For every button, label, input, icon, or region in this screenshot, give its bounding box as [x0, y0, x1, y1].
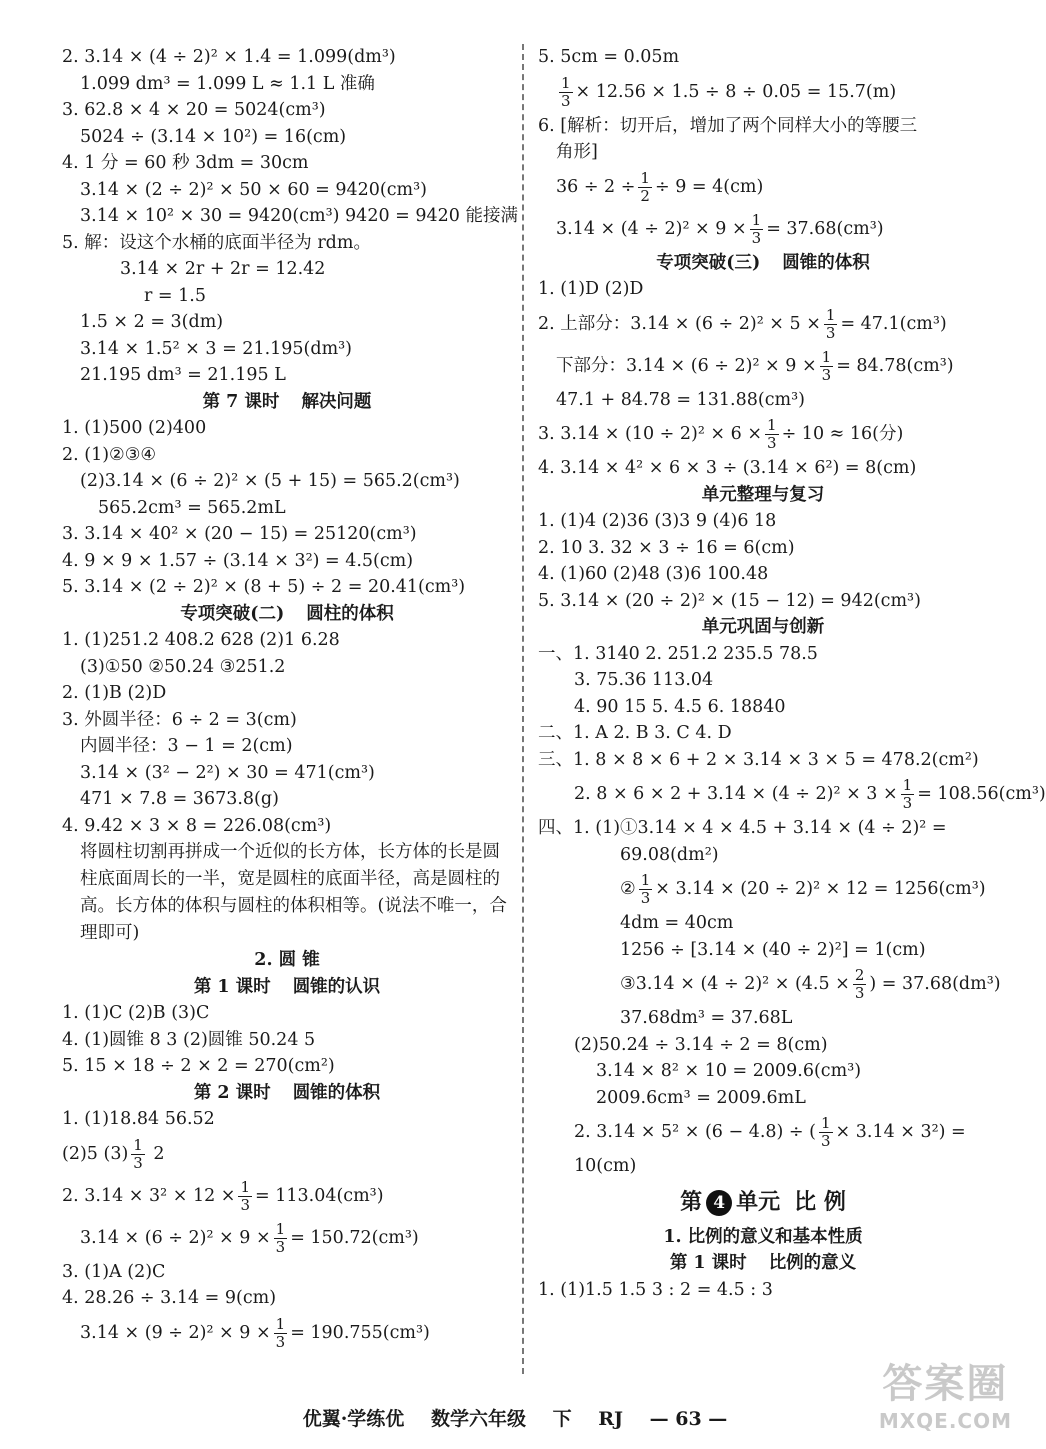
- section-heading-subtitle: 圆锥的认识: [292, 976, 381, 997]
- section-heading: [62, 389, 512, 416]
- fraction-denominator: 3: [640, 889, 651, 907]
- footer-volume: 下: [552, 1408, 572, 1430]
- answer-line: 1. (1)C (2)B (3)C: [62, 1003, 210, 1023]
- answer-line: 4. (1)60 (2)48 (3)6 100.48: [538, 564, 769, 584]
- answer-line: 4. 3.14 × 4² × 6 × 3 ÷ (3.14 × 6²) = 8(cm): [538, 458, 917, 478]
- fraction: [853, 967, 867, 1002]
- footer-edition: RJ: [598, 1408, 623, 1430]
- fraction: [750, 212, 764, 247]
- answer-line: 3.14 × 10² × 30 = 9420(cm³) 9420 = 9420 能接满: [80, 206, 518, 226]
- fraction-numerator: 1: [820, 1114, 831, 1132]
- expr-after: = 108.56(cm³): [917, 784, 1046, 804]
- answer-line: 1.099 dm³ = 1.099 L ≈ 1.1 L 准确: [80, 73, 375, 94]
- fraction-numerator: 1: [240, 1177, 250, 1196]
- section-heading: [538, 614, 988, 641]
- section-heading-title: 2. 圆 锥: [254, 950, 320, 970]
- expr-after: = 150.72(cm³): [290, 1227, 419, 1248]
- fraction-numerator: 1: [133, 1135, 143, 1154]
- expr-after: = 190.755(cm³): [290, 1322, 430, 1343]
- fraction-denominator: 3: [825, 323, 836, 342]
- answer-line: 二、1. A 2. B 3. C 4. D: [538, 723, 732, 743]
- fraction-numerator: 1: [640, 168, 650, 187]
- fraction: [238, 1179, 252, 1214]
- fraction-denominator: 3: [751, 228, 762, 247]
- fraction: [824, 307, 838, 342]
- fraction-numerator: 1: [825, 305, 836, 324]
- answer-line-fraction: [62, 1217, 512, 1259]
- section-heading: [62, 974, 512, 1001]
- expr-before: 2. 3.14 × 5² × (6 − 4.8) ÷ (: [574, 1122, 816, 1142]
- fraction-denominator: 2: [640, 186, 650, 205]
- answer-line: 5. 3.14 × (20 ÷ 2)² × (15 − 12) = 942(cm³): [538, 590, 921, 611]
- section-heading: [62, 601, 512, 628]
- section-heading-subtitle: 圆柱的体积: [306, 603, 394, 624]
- expr-before: ②: [620, 879, 636, 899]
- answer-line-fraction: [62, 1133, 512, 1175]
- answer-line: (2)3.14 × (6 ÷ 2)² × (5 + 15) = 565.2(cm³): [80, 471, 460, 491]
- expr-after: × 12.56 × 1.5 ÷ 8 ÷ 0.05 = 15.7(m): [575, 81, 897, 102]
- fraction: [131, 1137, 145, 1172]
- answer-line: 2. (1)②③④: [62, 444, 157, 465]
- answer-line: 1. (1)251.2 408.2 628 (2)1 6.28: [62, 630, 340, 650]
- answer-line-fraction: [538, 345, 988, 387]
- expr-before: 下部分：3.14 × (6 ÷ 2)² × 9 ×: [556, 355, 817, 376]
- answer-line: 3. 62.8 × 4 × 20 = 5024(cm³): [62, 100, 326, 120]
- footer-page-number: — 63 —: [649, 1408, 728, 1430]
- answer-line-fraction: [538, 868, 988, 910]
- fraction-denominator: 3: [854, 984, 865, 1002]
- section-heading: [62, 1080, 512, 1107]
- fraction: [274, 1221, 288, 1256]
- answer-line: 4dm = 40cm: [620, 913, 734, 933]
- answer-line: 1256 ÷ [3.14 × (40 ÷ 2)²] = 1(cm): [620, 939, 926, 960]
- section-heading-subtitle: 比例的意义: [768, 1253, 857, 1273]
- expr-after: ÷ 10 ≈ 16(分): [781, 424, 904, 444]
- answer-line: 4. 9.42 × 3 × 8 = 226.08(cm³): [62, 815, 332, 836]
- section-heading-title: 单元巩固与创新: [701, 617, 825, 637]
- fraction-denominator: 3: [820, 1132, 831, 1150]
- fraction-numerator: 1: [821, 347, 832, 366]
- expr-before: 3.14 × (6 ÷ 2)² × 9 ×: [80, 1227, 271, 1248]
- expr-before: 3. 3.14 × (10 ÷ 2)² × 6 ×: [538, 424, 763, 444]
- section-heading: [538, 250, 988, 277]
- page-footer: [0, 1404, 1030, 1431]
- section-heading: [538, 1250, 988, 1277]
- expr-after: × 3.14 × 3²) =: [835, 1122, 966, 1142]
- answer-line: 4. 90 15 5. 4.5 6. 18840: [574, 696, 786, 717]
- answer-line: 5. 3.14 × (2 ÷ 2)² × (8 + 5) ÷ 2 = 20.41(cm³): [62, 577, 466, 597]
- answer-line: 三、1. 8 × 8 × 6 + 2 × 3.14 × 3 × 5 = 478.2(cm²): [538, 749, 979, 770]
- answer-line-fraction: [538, 166, 988, 208]
- answer-line: 6. [解析：切开后，增加了两个同样大小的等腰三: [538, 115, 918, 136]
- answer-line: 47.1 + 84.78 = 131.88(cm³): [556, 389, 805, 410]
- answer-line: 1. (1)4 (2)36 (3)3 9 (4)6 18: [538, 511, 777, 531]
- fraction-denominator: 3: [902, 794, 913, 812]
- fraction: [274, 1316, 288, 1351]
- answer-line: 565.2cm³ = 565.2mL: [98, 497, 286, 518]
- section-heading-title: 第 2 课时: [193, 1082, 271, 1103]
- section-heading-title: 第 1 课时: [193, 976, 271, 997]
- section-heading-subtitle: 解决问题: [301, 391, 372, 412]
- answer-line: 5. 15 × 18 ÷ 2 × 2 = 270(cm²): [62, 1056, 335, 1076]
- answer-line: 3.14 × 2r + 2r = 12.42: [120, 259, 326, 279]
- answer-line: 1. (1)D (2)D: [538, 279, 644, 299]
- expr-after: 2: [147, 1143, 165, 1164]
- answer-line: 5. 5cm = 0.05m: [538, 47, 680, 67]
- fraction-denominator: 3: [275, 1332, 286, 1351]
- answer-line: 2. (1)B (2)D: [62, 683, 167, 703]
- expr-before: (2)5 (3): [62, 1143, 129, 1164]
- answer-line: 3.14 × (3² − 2²) × 30 = 471(cm³): [80, 762, 375, 783]
- fraction-denominator: 3: [561, 91, 571, 110]
- answer-line-fraction: [62, 1312, 512, 1354]
- answer-line: 2009.6cm³ = 2009.6mL: [596, 1087, 806, 1108]
- answer-line: 3. 75.36 113.04: [574, 670, 714, 690]
- unit-heading-suffix: 单元: [736, 1188, 781, 1215]
- answer-line: 5024 ÷ (3.14 × 10²) = 16(cm): [80, 126, 347, 147]
- answer-line: 4. (1)圆锥 8 3 (2)圆锥 50.24 5: [62, 1029, 316, 1050]
- answer-line: r = 1.5: [144, 285, 206, 306]
- answer-line-fraction: [538, 413, 988, 455]
- expr-after: = 113.04(cm³): [255, 1185, 384, 1206]
- answer-line: 69.08(dm²): [620, 844, 719, 865]
- section-heading-title: 第 1 课时: [669, 1253, 747, 1273]
- answer-line-fraction: [538, 208, 988, 250]
- fraction-numerator: 1: [767, 416, 777, 434]
- section-heading-title: 单元整理与复习: [701, 484, 825, 505]
- section-heading: [538, 1224, 988, 1251]
- answer-line: 1. (1)500 (2)400: [62, 418, 207, 438]
- fraction: [901, 777, 915, 812]
- section-heading-subtitle: 圆锥的体积: [292, 1082, 381, 1103]
- answer-line-fraction: [538, 773, 1046, 815]
- answer-paragraph: 将圆柱切割再拼成一个近似的长方体，长方体的长是圆柱底面周长的一半，宽是圆柱的底面半径，高是圆柱的高。长方体的体积与圆柱的体积相等。(说法不唯一，合理即可): [80, 842, 507, 943]
- expr-before: 3.14 × (9 ÷ 2)² × 9 ×: [80, 1322, 271, 1343]
- answer-line: 1.5 × 2 = 3(dm): [80, 312, 224, 332]
- fraction: [820, 349, 834, 384]
- section-heading-subtitle: 圆锥的体积: [782, 252, 870, 273]
- section-heading-title: 专项突破(二): [180, 603, 285, 624]
- answer-line: (3)①50 ②50.24 ③251.2: [80, 656, 286, 677]
- answer-line: 471 × 7.8 = 3673.8(g): [80, 789, 279, 809]
- answer-line: 2. 10 3. 32 × 3 ÷ 16 = 6(cm): [538, 537, 795, 558]
- unit-heading-prefix: 第: [680, 1188, 703, 1215]
- answer-line: 2. 3.14 × (4 ÷ 2)² × 1.4 = 1.099(dm³): [62, 47, 396, 67]
- column-divider: [522, 44, 524, 1374]
- answer-line: 内圆半径：3 − 1 = 2(cm): [80, 736, 293, 756]
- expr-before: 2. 3.14 × 3² × 12 ×: [62, 1185, 236, 1206]
- answer-line: 10(cm): [574, 1156, 637, 1176]
- answer-line: (2)50.24 ÷ 3.14 ÷ 2 = 8(cm): [574, 1034, 828, 1055]
- expr-after: ) = 37.68(dm³): [869, 974, 1001, 994]
- answer-line: 3. 3.14 × 40² × (20 − 15) = 25120(cm³): [62, 524, 417, 544]
- fraction-numerator: 1: [751, 210, 762, 229]
- fraction: [819, 1115, 833, 1150]
- footer-subject: 数学六年级: [430, 1408, 526, 1430]
- answer-line-fraction: [538, 963, 1001, 1005]
- fraction-numerator: 1: [275, 1314, 286, 1333]
- watermark-url: MXQE.COM: [878, 1409, 1012, 1433]
- fraction-denominator: 3: [133, 1153, 143, 1172]
- section-heading: [62, 947, 512, 974]
- fraction-denominator: 3: [240, 1195, 250, 1214]
- unit-number-badge: 4: [706, 1190, 732, 1216]
- section-heading-title: 专项突破(三): [656, 252, 761, 273]
- answer-line: 一、1. 3140 2. 251.2 235.5 78.5: [538, 643, 818, 664]
- answer-line-fraction: [538, 303, 988, 345]
- fraction: [638, 170, 652, 205]
- answer-line: 3.14 × 8² × 10 = 2009.6(cm³): [596, 1061, 862, 1081]
- expr-after: = 47.1(cm³): [840, 313, 947, 334]
- watermark: [879, 1352, 1012, 1433]
- answer-line-fraction: [538, 71, 988, 113]
- fraction-numerator: 1: [902, 776, 913, 794]
- fraction-numerator: 1: [275, 1219, 286, 1238]
- expr-after: = 84.78(cm³): [836, 355, 954, 376]
- left-column: [62, 44, 518, 1354]
- answer-line: 3.14 × 1.5² × 3 = 21.195(dm³): [80, 338, 353, 359]
- fraction-numerator: 1: [640, 871, 651, 889]
- answer-line: 角形]: [556, 142, 598, 162]
- fraction-denominator: 3: [275, 1237, 286, 1256]
- section-heading-title: 第 7 课时: [202, 391, 280, 412]
- expr-before: 2. 上部分：3.14 × (6 ÷ 2)² × 5 ×: [538, 313, 821, 334]
- answer-line: 21.195 dm³ = 21.195 L: [80, 365, 286, 385]
- fraction: [639, 872, 653, 907]
- right-column: [538, 44, 1046, 1303]
- answer-line: 4. 9 × 9 × 1.57 ÷ (3.14 × 3²) = 4.5(cm): [62, 550, 414, 571]
- expr-after: × 3.14 × (20 ÷ 2)² × 12 = 1256(cm³): [655, 879, 986, 899]
- unit-title: 比 例: [794, 1188, 846, 1215]
- fraction-denominator: 3: [821, 365, 832, 384]
- expr-before: 3.14 × (4 ÷ 2)² × 9 ×: [556, 218, 747, 239]
- fraction-denominator: 3: [767, 434, 777, 452]
- answer-line-fraction: [62, 1175, 512, 1217]
- answer-line: 3. 外圆半径：6 ÷ 2 = 3(cm): [62, 709, 297, 730]
- answer-line: 5. 解：设这个水桶的底面半径为 rdm。: [62, 232, 371, 253]
- answer-line: 3. (1)A (2)C: [62, 1261, 166, 1282]
- answer-line: 四、1. (1)①3.14 × 4 × 4.5 + 3.14 × (4 ÷ 2)² =: [538, 818, 947, 838]
- answer-line: 4. 1 分 = 60 秒 3dm = 30cm: [62, 153, 309, 173]
- fraction: [765, 417, 779, 452]
- fraction-numerator: 2: [854, 966, 865, 984]
- expr-before: 2. 8 × 6 × 2 + 3.14 × (4 ÷ 2)² × 3 ×: [574, 784, 898, 804]
- answer-line-fraction: [538, 1111, 988, 1153]
- answer-line: 1. (1)18.84 56.52: [62, 1109, 215, 1129]
- section-heading: [538, 482, 988, 509]
- expr-after: ÷ 9 = 4(cm): [654, 176, 764, 197]
- expr-after: = 37.68(cm³): [766, 218, 884, 239]
- answer-line: 4. 28.26 ÷ 3.14 = 9(cm): [62, 1288, 277, 1308]
- answer-line: 37.68dm³ = 37.68L: [620, 1008, 793, 1028]
- unit-heading: [538, 1180, 988, 1224]
- fraction: [559, 75, 573, 110]
- answer-line: 1. (1)1.5 1.5 3 : 2 = 4.5 : 3: [538, 1279, 773, 1300]
- fraction-numerator: 1: [561, 73, 571, 92]
- answer-line: 3.14 × (2 ÷ 2)² × 50 × 60 = 9420(cm³): [80, 179, 427, 200]
- expr-before: 36 ÷ 2 ÷: [556, 176, 636, 197]
- watermark-title: 答案圈: [882, 1361, 1009, 1407]
- section-heading-title: 1. 比例的意义和基本性质: [663, 1226, 863, 1247]
- expr-before: ③3.14 × (4 ÷ 2)² × (4.5 ×: [620, 974, 850, 994]
- footer-brand: 优翼·学练优: [302, 1408, 405, 1430]
